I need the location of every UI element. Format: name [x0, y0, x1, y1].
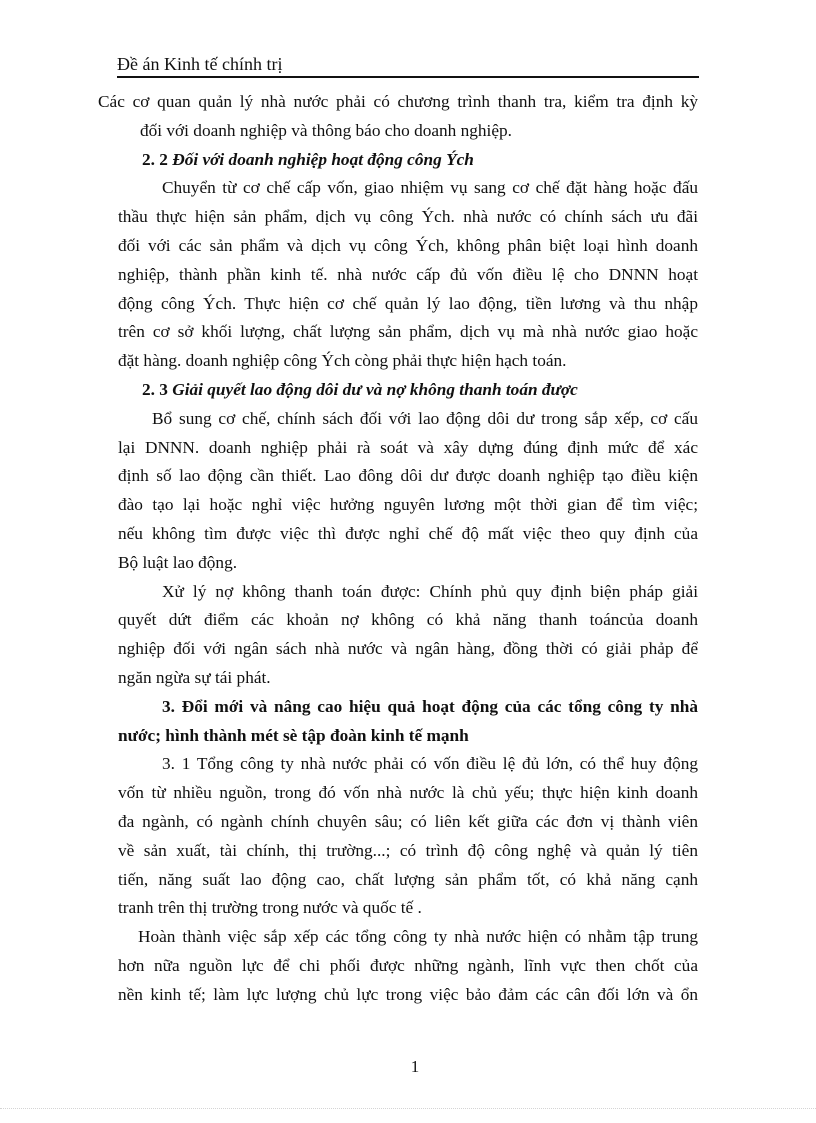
heading-number: 2. 3 — [142, 379, 173, 399]
text-line: đối với doanh nghiệp và thông báo cho doanh nghiệp. — [140, 120, 512, 140]
text-line: đào tạo lại hoặc nghỉ việc hưởng nguyên lương một thời gian để tìm việc; — [118, 495, 698, 515]
text-line: ngăn ngừa sự tái phát. — [118, 667, 271, 687]
running-header: Đề án Kinh tế chính trị — [117, 54, 283, 74]
page-number: 1 — [410, 1057, 420, 1076]
heading-2-3 — [98, 376, 698, 405]
text-line: đặt hàng. doanh nghiệp công Ých còng phải thực hiện hạch toán. — [118, 351, 567, 371]
text-line: Chuyển từ cơ chế cấp vốn, giao nhiệm vụ sang cơ chế đặt hàng hoặc đấu — [162, 178, 698, 198]
text-line: 3. 1 Tổng công ty nhà nước phải có vốn điều lệ đủ lớn, có thể huy động — [162, 754, 698, 774]
text-line: định số lao động cần thiết. Lao đông dôi dư được doanh nghiệp tạo điều kiện — [118, 466, 698, 486]
heading-title: Đối với doanh nghiệp hoạt động công Ých — [172, 149, 474, 169]
text-line: lại DNNN. doanh nghiệp phải rà soát và xây dựng đúng định mức để xác — [118, 437, 698, 457]
text-line: đa ngành, có ngành chính chuyên sâu; có liên kết giữa các đơn vị thành viên — [118, 811, 698, 831]
page-break-line — [0, 1108, 816, 1109]
paragraph-corporations — [98, 750, 698, 923]
heading-2-2 — [98, 146, 698, 175]
text-line: nền kinh tế; làm lực lượng chủ lực trong việc bảo đảm các cân đối lớn và ổn — [118, 984, 698, 1004]
text-line: động công Ých. Thực hiện cơ chế quản lý lao động, tiền lương và thu nhập — [118, 293, 698, 313]
heading-title: Giải quyết lao động dôi dư và nợ không thanh toán được — [172, 379, 578, 399]
paragraph-public-service — [98, 174, 698, 376]
heading-3 — [98, 693, 698, 751]
paragraph-debt — [98, 578, 698, 693]
text-line: Hoàn thành việc sắp xếp các tổng công ty nhà nước hiện có nhằm tập trung — [138, 927, 698, 947]
header-rule — [117, 76, 699, 78]
paragraph-surplus-labour — [98, 405, 698, 578]
text-line: nghiệp đối với ngân sách nhà nước và ngân hàng, đồng thời có giải phảp để — [118, 639, 698, 659]
text-line: Bổ sung cơ chế, chính sách đối với lao động dôi dư trong sắp xếp, cơ cấu — [152, 408, 698, 428]
paragraph-inspection — [98, 88, 698, 146]
text-line: tiến, năng suất lao động cao, chất lượng sản phẩm tốt, có khả năng cạnh — [118, 869, 698, 889]
paragraph-restructuring — [98, 923, 698, 1009]
text-line: hơn nữa nguồn lực để chi phối được những ngành, lĩnh vực then chốt của — [118, 955, 698, 975]
text-line: Các cơ quan quản lý nhà nước phải có chương trình thanh tra, kiểm tra định kỳ — [98, 92, 698, 111]
text-line: Xử lý nợ không thanh toán được: Chính phủ quy định biện pháp giải — [162, 581, 698, 601]
heading-line: 3. Đổi mới và nâng cao hiệu quả hoạt động của các tổng công ty nhà — [162, 696, 698, 716]
text-line: quyết dứt điểm các khoản nợ không có khả năng thanh toáncủa doanh — [118, 610, 698, 630]
text-line: tranh trên thị trường trong nước và quốc tế . — [118, 898, 422, 918]
text-line: nếu không tìm được việc thì được nghỉ chế độ mất việc theo quy định của — [118, 523, 698, 543]
text-line: vốn từ nhiều nguồn, trong đó vốn nhà nước là chủ yếu; thực hiện kinh doanh — [118, 783, 698, 803]
text-line: thầu thực hiện sản phẩm, dịch vụ công Ých. nhà nước có chính sách ưu đãi — [118, 207, 698, 227]
text-line: về sản xuất, tài chính, thị trường...; có trình độ công nghệ và quản lý tiên — [118, 840, 698, 860]
text-line: Bộ luật lao động. — [118, 552, 238, 572]
document-body — [98, 88, 698, 1010]
text-line: đối với các sản phẩm và dịch vụ công Ých, không phân biệt loại hình doanh — [118, 235, 698, 255]
heading-number: 2. 2 — [142, 149, 173, 169]
text-line: trên cơ sở khối lượng, chất lượng sản phẩm, dịch vụ mà nhà nước giao hoặc — [118, 322, 698, 342]
heading-line: nước; hình thành mét sè tập đoàn kinh tế mạnh — [118, 725, 469, 745]
text-line: nghiệp, thành phần kinh tế. nhà nước cấp đủ vốn điều lệ cho DNNN hoạt — [118, 264, 698, 284]
